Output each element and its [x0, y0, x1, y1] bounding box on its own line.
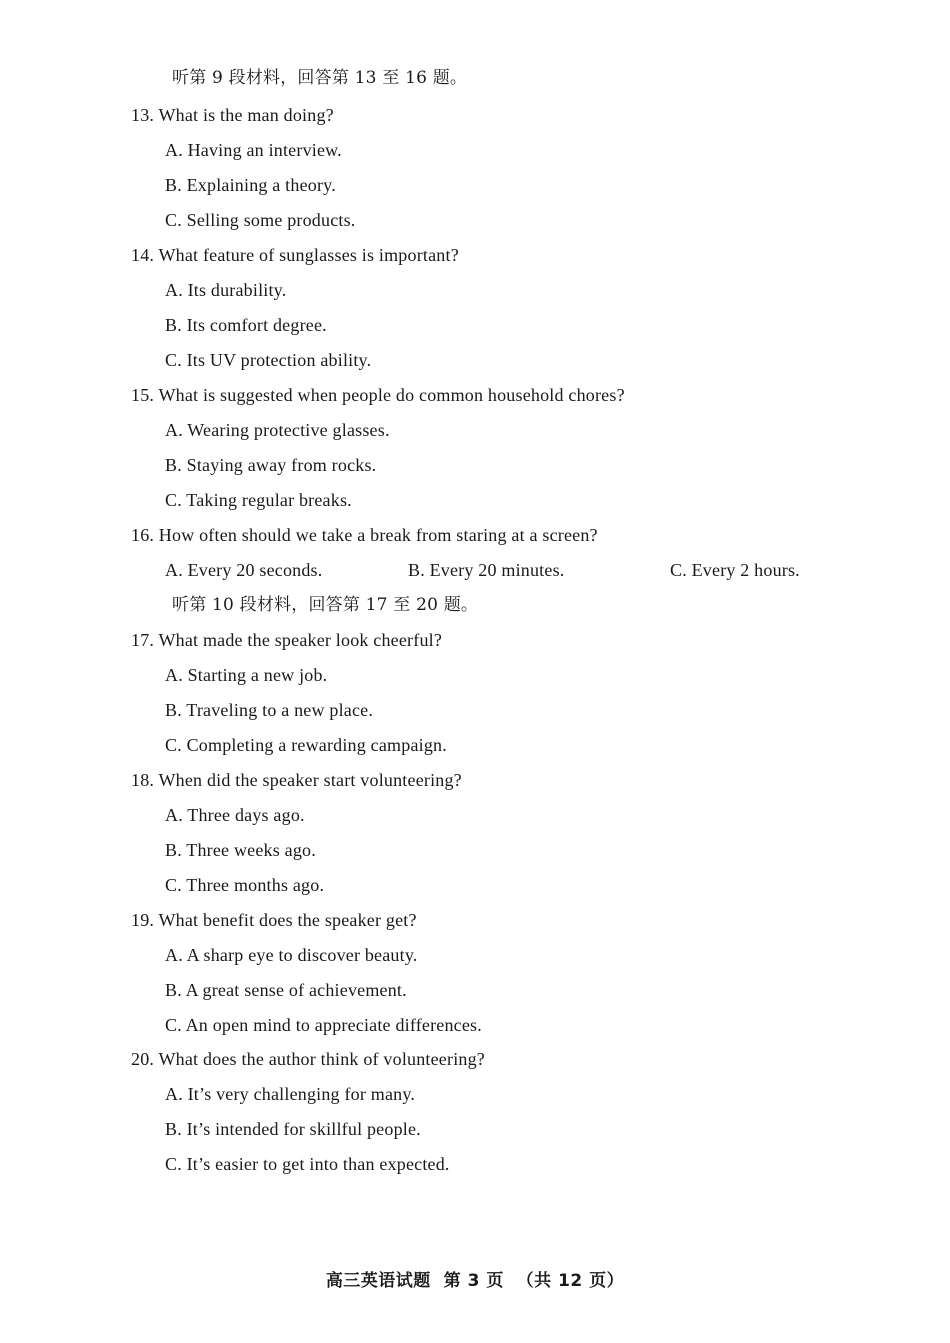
question-16-stem: 16. How often should we take a break from staring at a screen? [131, 525, 598, 545]
question-18-option-c: C. Three months ago. [165, 875, 325, 895]
question-20-option-b: B. It’s intended for skillful people. [165, 1119, 421, 1139]
question-19-option-a: A. A sharp eye to discover beauty. [165, 945, 418, 965]
question-14-option-c: C. Its UV protection ability. [165, 350, 372, 370]
question-18-stem: 18. When did the speaker start volunteering? [131, 770, 462, 790]
question-13-stem: 13. What is the man doing? [131, 105, 334, 125]
question-18-option-b: B. Three weeks ago. [165, 840, 316, 860]
question-16-option-a: A. Every 20 seconds. [165, 560, 323, 580]
question-14-option-a: A. Its durability. [165, 280, 287, 300]
question-19-stem: 19. What benefit does the speaker get? [131, 910, 417, 930]
question-14-option-b: B. Its comfort degree. [165, 315, 327, 335]
question-15-option-b: B. Staying away from rocks. [165, 455, 377, 475]
question-20-stem: 20. What does the author think of volunteering? [131, 1049, 485, 1069]
question-19-option-c: C. An open mind to appreciate differences. [165, 1015, 482, 1035]
question-20-option-a: A. It’s very challenging for many. [165, 1084, 416, 1104]
question-15-option-a: A. Wearing protective glasses. [165, 420, 390, 440]
question-17-option-a: A. Starting a new job. [165, 665, 328, 685]
question-15-stem: 15. What is suggested when people do common household chores? [131, 385, 625, 405]
question-16-option-c: C. Every 2 hours. [670, 560, 800, 580]
question-15-option-c: C. Taking regular breaks. [165, 490, 352, 510]
page-footer [0, 1266, 950, 1291]
footer-total-pages: （共 12 页） [516, 1271, 625, 1291]
question-17-option-b: B. Traveling to a new place. [165, 700, 374, 720]
question-13-option-c: C. Selling some products. [165, 210, 356, 230]
question-19-option-b: B. A great sense of achievement. [165, 980, 407, 1000]
question-13-option-b: B. Explaining a theory. [165, 175, 336, 195]
section-header-10: 听第 10 段材料，回答第 17 至 20 题。 [172, 595, 479, 615]
question-18-option-a: A. Three days ago. [165, 805, 305, 825]
question-17-option-c: C. Completing a rewarding campaign. [165, 735, 447, 755]
footer-title: 高三英语试题 [325, 1271, 431, 1291]
question-13-option-a: A. Having an interview. [165, 140, 342, 160]
section-header-9: 听第 9 段材料，回答第 13 至 16 题。 [172, 68, 468, 88]
question-17-stem: 17. What made the speaker look cheerful? [131, 630, 443, 650]
question-14-stem: 14. What feature of sunglasses is important? [131, 245, 459, 265]
footer-page-number: 第 3 页 [443, 1271, 504, 1291]
question-16-option-b: B. Every 20 minutes. [408, 560, 565, 580]
question-20-option-c: C. It’s easier to get into than expected. [165, 1154, 450, 1174]
